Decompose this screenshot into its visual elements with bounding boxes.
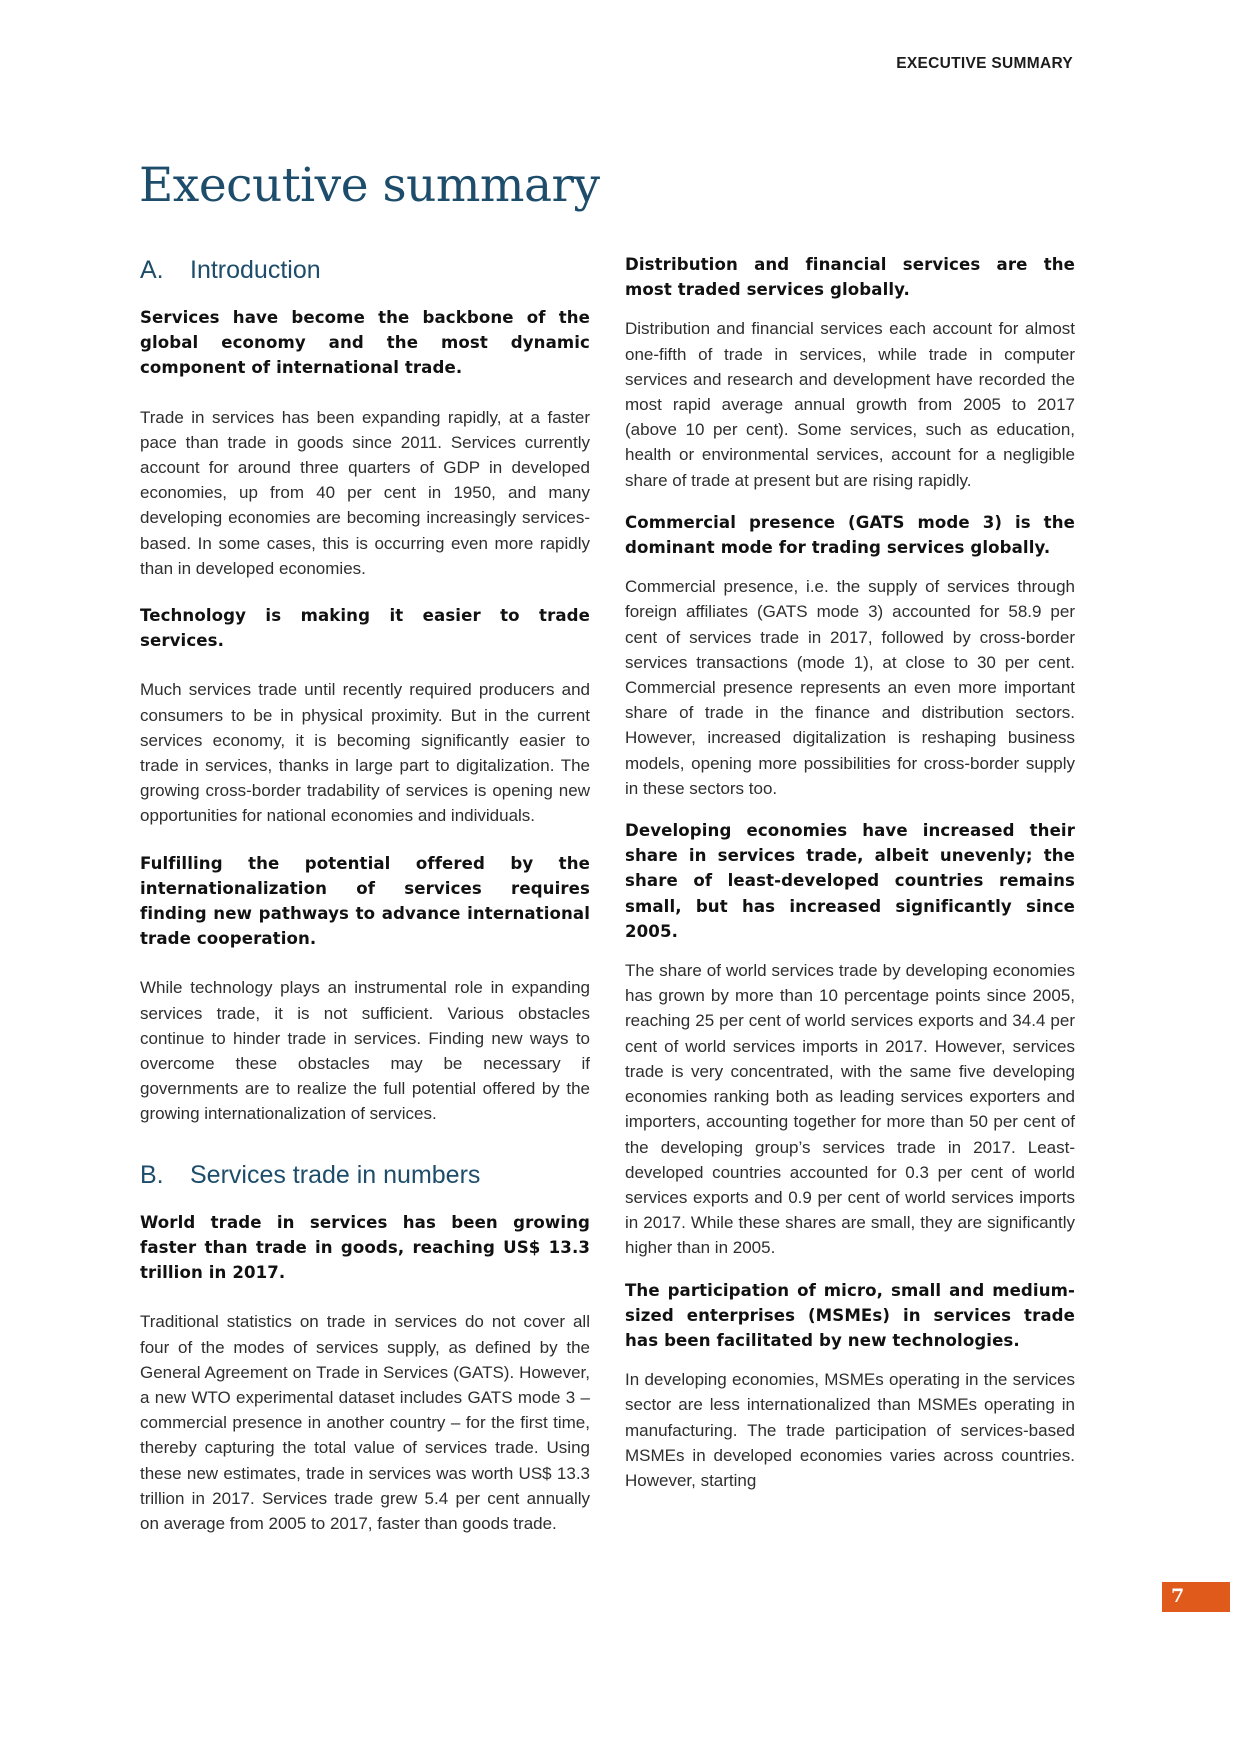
lead-paragraph: Services have become the backbone of the global economy and the most dynamic component of international trade.: [140, 308, 590, 378]
body-paragraph: Commercial presence, i.e. the supply of services through foreign affiliates (GATS mode 3) accounted for 58.9 per cent of services trade in 2017, followed by cross-border services transactions (mode 1), at close to 30 per cent. Commercial presence represents an even more important share of trade in the finance and distribution sectors. However, increased digitalization is reshaping business models, opening more possibilities for cross-border supply in these sectors too.: [625, 577, 1075, 798]
right-column: [625, 252, 1075, 1510]
page-number: 7: [1171, 1585, 1185, 1607]
section-letter: B.: [140, 1160, 164, 1189]
lead-paragraph: Distribution and financial services are the most traded services globally.: [625, 255, 1075, 300]
lead-paragraph: Commercial presence (GATS mode 3) is the dominant mode for trading services globally.: [625, 512, 1075, 558]
left-column: [140, 252, 590, 1558]
body-paragraph: The share of world services trade by developing economies has grown by more than 10 percentage points since 2005, reaching 25 per cent of world services exports and 34.4 per cent of world services imports in 2017. However, services trade is very concentrated, with the same five developing economies ranking both as leading services exporters and importers, accounting together for more than 50 per cent of the developing group’s services trade in 2017. Least-developed countries accounted for 0.3 per cent of world services exports and 0.9 per cent of world services imports in 2017. While these shares are small, they are significantly higher than in 2005.: [625, 961, 1075, 1258]
running-header: EXECUTIVE SUMMARY: [896, 55, 1073, 72]
page-number-tab: [1162, 1582, 1230, 1612]
lead-paragraph: The participation of micro, small and medium-sized enterprises (MSMEs) in services trade has been facilitated by new technologies.: [625, 1280, 1075, 1350]
lead-paragraph: Technology is making it easier to trade services.: [140, 606, 590, 651]
lead-paragraph: World trade in services has been growing faster than trade in goods, reaching US$ 13.3 trillion in 2017.: [140, 1212, 590, 1283]
section-title: Services trade in numbers: [190, 1160, 481, 1189]
body-paragraph: Distribution and financial services each account for almost one-fifth of trade in services, while trade in computer services and research and development have recorded the most rapid average annual growth from 2005 to 2017 (above 10 per cent). Some services, such as education, health or environmental services, account for a negligible share of trade at present but are rising rapidly.: [625, 319, 1075, 490]
body-paragraph: Trade in services has been expanding rapidly, at a faster pace than trade in goods since 2011. Services currently account for around three quarters of GDP in developed economies, up from 40 per cent in 1950, and many developing economies are becoming increasingly services-based. In some cases, this is occurring even more rapidly than in developed economies.: [140, 407, 590, 578]
section-heading-introduction: [140, 256, 590, 285]
lead-paragraph: Fulfilling the potential offered by the internationalization of services requires finding new pathways to advance international trade cooperation.: [140, 853, 590, 949]
page-title: Executive summary: [139, 158, 600, 213]
body-paragraph: Traditional statistics on trade in services do not cover all four of the modes of services supply, as defined by the General Agreement on Trade in Services (GATS). However, a new WTO experimental dataset includes GATS mode 3 – commercial presence in another country – for the first time, thereby capturing the total value of services trade. Using these new estimates, trade in services was worth US$ 13.3 trillion in 2017. Services trade grew 5.4 per cent annually on average from 2005 to 2017, faster than goods trade.: [140, 1312, 590, 1533]
body-paragraph: In developing economies, MSMEs operating in the services sector are less internationalized than MSMEs operating in manufacturing. The trade participation of services-based MSMEs in developed economies varies across countries. However, starting: [625, 1370, 1075, 1490]
lead-paragraph: Developing economies have increased their share in services trade, albeit unevenly; the share of least-developed countries remains small, but has increased significantly since 2005.: [625, 821, 1075, 941]
body-paragraph: While technology plays an instrumental role in expanding services trade, it is not sufficient. Various obstacles continue to hinder trade in services. Finding new ways to overcome these obstacles may be necessary if governments are to realize the full potential offered by the growing internationalization of services.: [140, 978, 590, 1124]
section-heading-services-trade: [140, 1161, 590, 1190]
body-paragraph: Much services trade until recently required producers and consumers to be in physical proximity. But in the current services economy, it is becoming significantly easier to trade in services, thanks in large part to digitalization. The growing cross-border tradability of services is opening new opportunities for national economies and individuals.: [140, 680, 590, 826]
section-title: Introduction: [190, 256, 321, 284]
section-letter: A.: [140, 256, 164, 284]
